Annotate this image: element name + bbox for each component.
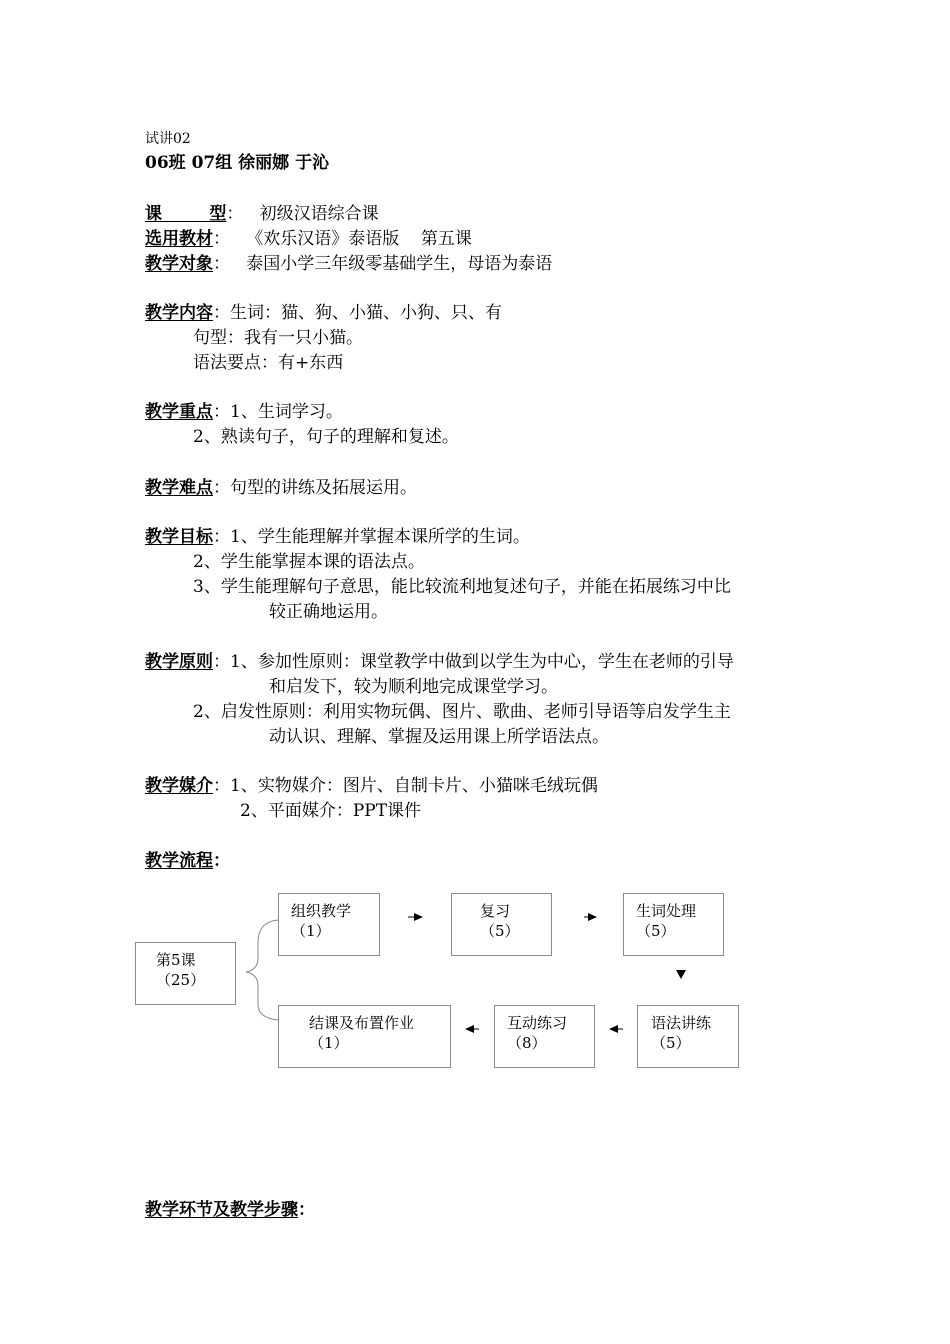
content-vocabulary: ：生词：猫、狗、小猫、小狗、只、有 [213, 303, 502, 323]
course-type-value: ： 初级汉语综合课 [226, 204, 379, 224]
flow-step-organize [278, 893, 380, 956]
flow-step-review [451, 893, 552, 956]
media-label: 教学媒介 [145, 776, 213, 796]
flow-step-value: （1） [309, 1034, 349, 1052]
textbook-value: ： 《欢乐汉语》泰语版 第五课 [213, 229, 472, 249]
focus-label: 教学重点 [145, 402, 213, 422]
audience-label: 教学对象 [145, 254, 213, 274]
arrow-1 [408, 913, 423, 921]
steps-heading-colon: ： [298, 1200, 315, 1220]
group-members: 06班 07组 徐丽娜 于沁 [145, 153, 330, 173]
content-sentence: 句型：我有一只小猫。 [193, 328, 363, 348]
flow-step-value: （5） [480, 922, 520, 940]
course-type-label: 课 型 [145, 204, 227, 224]
goals-item-2: 2、学生能掌握本课的语法点。 [193, 552, 425, 572]
goals-item-1: ：1、学生能理解并掌握本课所学的生词。 [213, 527, 530, 547]
principles-label: 教学原则 [145, 652, 213, 672]
content-grammar: 语法要点：有+东西 [193, 353, 344, 373]
flow-root-title: 第5课 [156, 951, 196, 969]
principles-item-1: ：1、参加性原则：课堂教学中做到以学生为中心，学生在老师的引导 [213, 652, 734, 672]
flow-step-title: 语法讲练 [651, 1014, 712, 1032]
content-label: 教学内容 [145, 303, 213, 323]
principles-item-1-cont: 和启发下，较为顺利地完成课堂学习。 [269, 677, 558, 697]
flow-step-closing [278, 1005, 451, 1068]
difficulty-item: ：句型的讲练及拓展运用。 [213, 478, 417, 498]
flow-step-vocabulary [623, 893, 724, 956]
media-item-2: 2、平面媒介：PPT课件 [240, 801, 422, 821]
flow-step-value: （5） [636, 922, 676, 940]
root-brace [246, 920, 278, 1020]
flow-root-lesson5 [135, 942, 236, 1005]
arrow-5 [465, 1025, 479, 1033]
media-item-1: ：1、实物媒介：图片、自制卡片、小猫咪毛绒玩偶 [213, 776, 598, 796]
audience-value: ： 泰国小学三年级零基础学生，母语为泰语 [213, 254, 553, 274]
flow-step-practice [494, 1005, 595, 1068]
arrow-3 [676, 970, 686, 979]
flow-step-title: 互动练习 [507, 1014, 568, 1032]
steps-heading-label: 教学环节及教学步骤 [145, 1200, 298, 1220]
goals-label: 教学目标 [145, 527, 213, 547]
flow-step-value: （5） [651, 1034, 691, 1052]
arrow-4 [609, 1025, 623, 1033]
arrow-2 [584, 913, 597, 921]
goals-item-3-cont: 较正确地运用。 [269, 602, 388, 622]
flow-step-value: （1） [291, 922, 331, 940]
steps-heading-row [145, 1199, 315, 1221]
focus-item-1: ：1、生词学习。 [213, 402, 343, 422]
process-label: 教学流程 [145, 851, 213, 871]
flow-step-title: 生词处理 [636, 902, 697, 920]
flow-step-title: 结课及布置作业 [309, 1014, 415, 1032]
flow-step-grammar [637, 1005, 739, 1068]
principles-item-2-cont: 动认识、理解、掌握及运用课上所学语法点。 [269, 727, 609, 747]
flow-step-title: 复习 [480, 902, 511, 920]
goals-item-3: 3、学生能理解句子意思，能比较流利地复述句子，并能在拓展练习中比 [193, 577, 731, 597]
lecture-number: 试讲02 [145, 131, 191, 147]
flow-root-value: （25） [156, 971, 206, 989]
flow-step-value: （8） [507, 1034, 547, 1052]
process-colon: ： [213, 851, 230, 871]
difficulty-label: 教学难点 [145, 478, 213, 498]
focus-item-2: 2、熟读句子，句子的理解和复述。 [193, 427, 459, 447]
textbook-label: 选用教材 [145, 229, 213, 249]
flow-step-title: 组织教学 [291, 902, 352, 920]
principles-item-2: 2、启发性原则：利用实物玩偶、图片、歌曲、老师引导语等启发学生主 [193, 702, 731, 722]
